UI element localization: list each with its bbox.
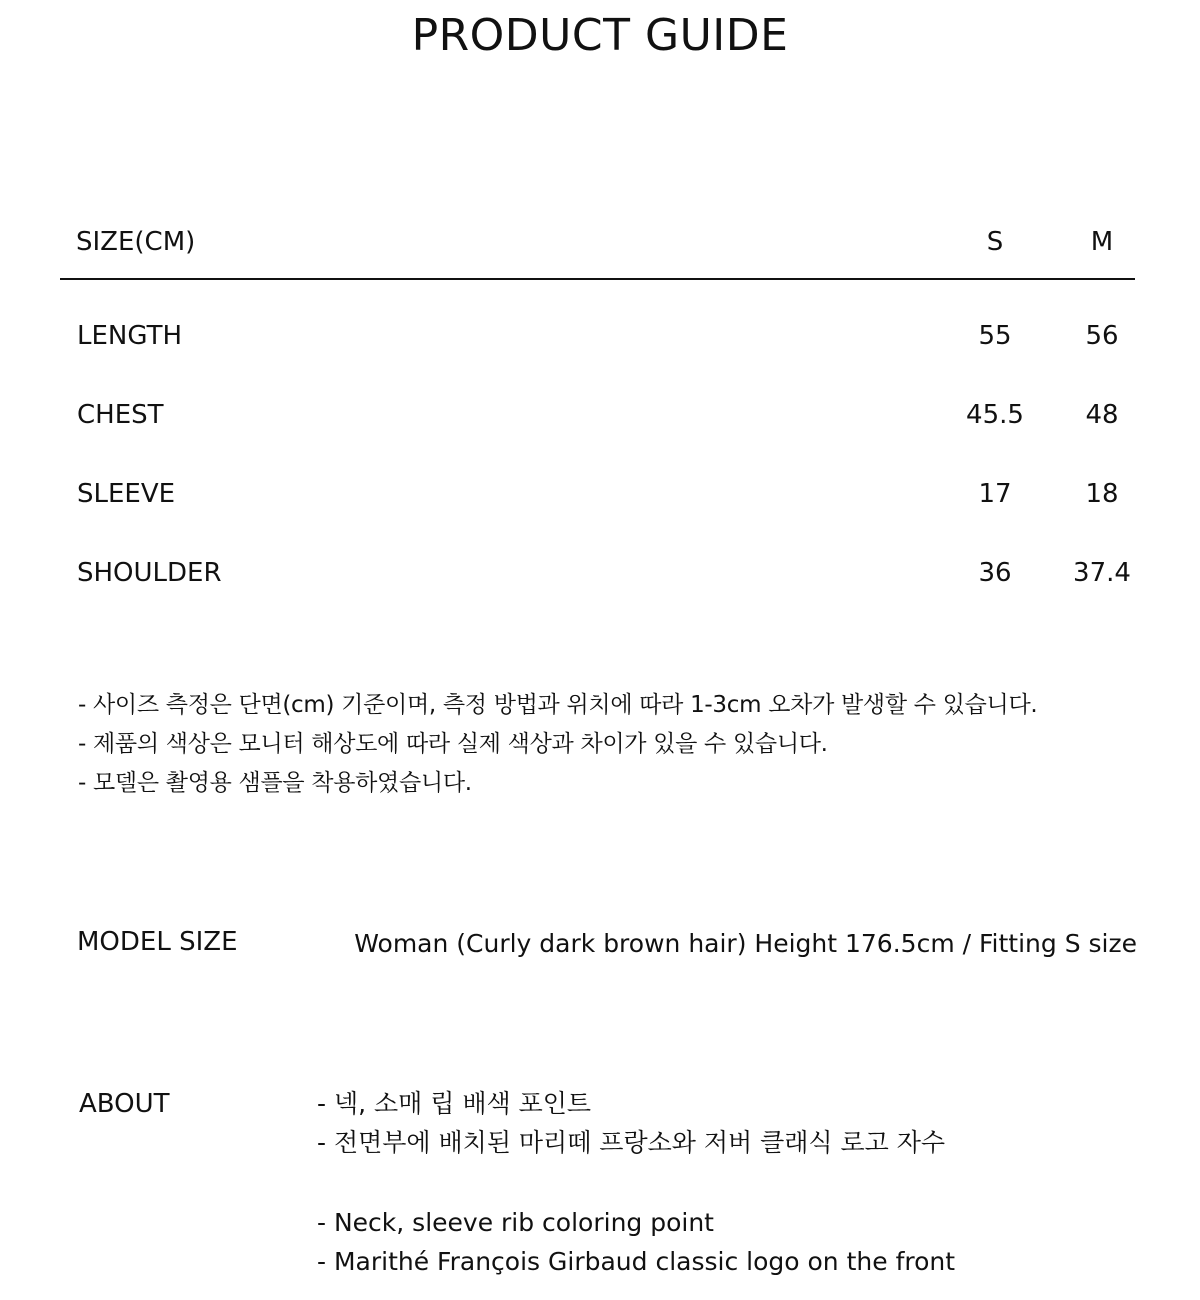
- size-row-shoulder: [60, 555, 1135, 634]
- size-value-s: 17: [978, 479, 1012, 509]
- note-line: - 제품의 색상은 모니터 해상도에 따라 실제 색상과 차이가 있을 수 있습니다.: [78, 731, 828, 757]
- size-value-s: 55: [978, 321, 1012, 351]
- size-value-m: 37.4: [1073, 558, 1131, 588]
- size-value-m: 48: [1085, 400, 1119, 430]
- page-title: PRODUCT GUIDE: [411, 10, 789, 61]
- about-label: ABOUT: [79, 1089, 170, 1119]
- size-header-label: SIZE(CM): [76, 227, 196, 257]
- size-row-label: LENGTH: [77, 321, 183, 351]
- note-line: - 모델은 촬영용 샘플을 착용하였습니다.: [78, 770, 472, 796]
- model-size-label: MODEL SIZE: [77, 927, 238, 957]
- size-value-s: 36: [978, 558, 1012, 588]
- about-spacer: [317, 1162, 955, 1203]
- size-table-header: [60, 222, 1135, 280]
- size-column-s: S: [986, 227, 1004, 257]
- model-size-section: [77, 924, 1137, 964]
- size-value-s: 45.5: [966, 400, 1024, 430]
- size-table-body: [60, 318, 1135, 634]
- size-row-label: SLEEVE: [77, 479, 176, 509]
- about-korean-line: - 넥, 소매 립 배색 포인트: [317, 1089, 592, 1118]
- size-column-m: M: [1090, 227, 1114, 257]
- about-english-line: - Neck, sleeve rib coloring point: [317, 1208, 714, 1237]
- size-value-m: 56: [1085, 321, 1119, 351]
- size-row-label: SHOULDER: [77, 558, 222, 588]
- size-value-m: 18: [1085, 479, 1119, 509]
- size-row-sleeve: [60, 476, 1135, 555]
- model-size-value: Woman (Curly dark brown hair) Height 176.5cm / Fitting S size: [354, 929, 1137, 958]
- size-row-label: CHEST: [77, 400, 164, 430]
- size-row-length: [60, 318, 1135, 397]
- note-line: - 사이즈 측정은 단면(cm) 기준이며, 측정 방법과 위치에 따라 1-3cm 오차가 발생할 수 있습니다.: [78, 692, 1038, 718]
- about-korean-line: - 전면부에 배치된 마리떼 프랑소와 저버 클래식 로고 자수: [317, 1128, 946, 1157]
- size-notes: [78, 686, 1128, 803]
- about-lines: [317, 1084, 955, 1281]
- about-english-line: - Marithé François Girbaud classic logo on the front: [317, 1247, 956, 1276]
- size-row-chest: [60, 397, 1135, 476]
